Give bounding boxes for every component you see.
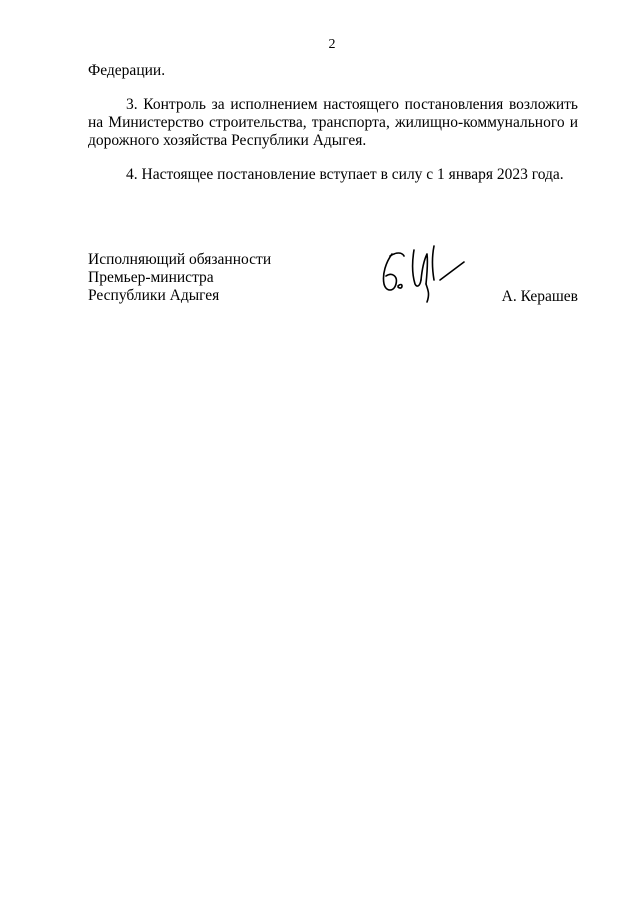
signatory-name: А. Керашев <box>501 288 578 305</box>
signatory-title-line-2: Премьер-министра <box>88 269 214 286</box>
signatory-title-line-3: Республики Адыгея <box>88 287 220 304</box>
signatory-title <box>88 251 271 305</box>
handwritten-signature <box>372 240 472 306</box>
paragraph-4: 4. Настоящее постановление вступает в силу с 1 января 2023 года. <box>126 166 564 183</box>
paragraph-3: 3. Контроль за исполнением настоящего постановления возложить на Министерство строительства, транспорта, жилищно-коммунального и дорожного хозяйства Республики Адыгея. <box>88 96 578 149</box>
page-number: 2 <box>328 37 336 52</box>
signatory-title-line-1: Исполняющий обязанности <box>88 251 272 268</box>
paragraph-continuation: Федерации. <box>88 62 166 79</box>
